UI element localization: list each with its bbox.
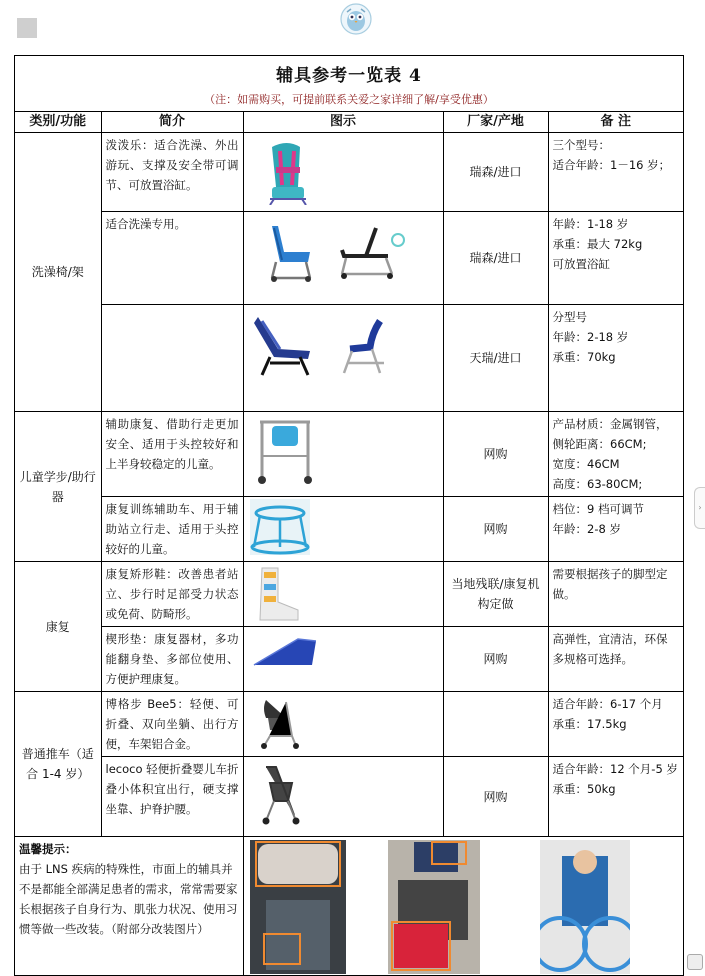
category-walker: 儿童学步/助行器 [15, 412, 101, 562]
row-remarks [548, 627, 683, 692]
sheet-title: 辅具参考一览表 4 [276, 66, 422, 86]
header-row [15, 112, 683, 133]
row-intro: 泼泼乐：适合洗澡、外出游玩、支撑及安全带可调节、可放置浴缸。 [101, 133, 243, 212]
recline-bath-chair-image [250, 313, 314, 379]
row-intro: 适合洗澡专用。 [101, 212, 243, 305]
row-intro: 康复矫形鞋：改善患者站立、步行时足部受力状态或免荷、防畸形。 [101, 562, 243, 627]
row-image [243, 212, 443, 305]
table-row [15, 692, 683, 757]
row-intro: lecoco 轻便折叠婴儿车折叠小体积宜出行，硬支撑坐靠、护脊护腰。 [101, 757, 243, 837]
assistive-device-sheet [14, 55, 684, 976]
remark-line: 高弹性，宜清洁，环保 [552, 632, 668, 646]
lecoco-stroller-image [256, 763, 306, 827]
owl-logo-icon [339, 2, 373, 36]
tray-mod-photo [388, 840, 480, 974]
col-maker: 厂家/产地 [443, 112, 548, 133]
category-rehab: 康复 [15, 562, 101, 692]
remark-line: 适合年龄：6-17 个月 [552, 697, 663, 711]
bath-seat-image [262, 139, 312, 205]
tips-cell [15, 837, 243, 976]
corner-toggle-icon[interactable] [687, 954, 703, 970]
row-intro: 楔形垫：康复器材，多功能翻身垫、多部位使用、方便护理康复。 [101, 627, 243, 692]
remark-line: 分型号 [552, 310, 587, 324]
remark-line: 承重：50kg [552, 782, 616, 796]
row-maker [443, 692, 548, 757]
remark-line: 承重：17.5kg [552, 717, 627, 731]
category-bath-chair: 洗澡椅/架 [15, 133, 101, 412]
table-row [15, 562, 683, 627]
table-row [15, 305, 683, 412]
bee5-stroller-image [256, 696, 304, 750]
row-maker: 瑞森/进口 [443, 133, 548, 212]
row-intro: 辅助康复、借助行走更加安全、适用于头控较好和上半身较稳定的儿童。 [101, 412, 243, 497]
bath-chair-blue-image [258, 222, 318, 284]
row-intro [101, 305, 243, 412]
row-image [243, 497, 443, 562]
remark-line: 适合年龄：1－16 岁； [552, 158, 671, 172]
table-row [15, 133, 683, 212]
row-image [243, 305, 443, 412]
remark-line: 可放置浴缸 [552, 257, 610, 271]
modification-photos [243, 837, 683, 976]
orthopedic-shoe-image [252, 566, 302, 622]
remark-line: 侧轮距离：66CM; [552, 437, 647, 451]
table-row [15, 497, 683, 562]
row-image [243, 757, 443, 837]
headrest-mod-photo [250, 840, 346, 974]
row-maker: 瑞森/进口 [443, 212, 548, 305]
baby-walker-image [250, 499, 310, 555]
row-remarks [548, 692, 683, 757]
row-image [243, 412, 443, 497]
tips-row [15, 837, 683, 976]
table-row [15, 757, 683, 837]
row-remarks [548, 562, 683, 627]
category-stroller: 普通推车（适合 1-4 岁） [15, 692, 101, 837]
remark-line: 承重：最大 72kg [552, 237, 643, 251]
row-remarks [548, 497, 683, 562]
device-table [15, 112, 683, 975]
wheelchair-mod-photo [540, 840, 630, 974]
purchase-note: （注：如需购买，可提前联系关爱之家详细了解/享受优惠） [204, 93, 494, 106]
remark-line: 需要根据孩子的脚型定做。 [552, 567, 668, 601]
row-remarks [548, 305, 683, 412]
gait-trainer-image [252, 416, 318, 486]
table-row [15, 212, 683, 305]
row-remarks [548, 212, 683, 305]
remark-line: 年龄：1-18 岁 [552, 217, 629, 231]
remark-line: 年龄：2-8 岁 [552, 522, 621, 536]
row-image [243, 133, 443, 212]
row-remarks [548, 133, 683, 212]
remark-line: 宽度：46CM [552, 457, 620, 471]
remark-line: 产品材质：金属钢管， [552, 417, 668, 431]
recline-chair-frame-image [340, 319, 402, 377]
remark-line: 适合年龄：12 个月-5 岁 [552, 762, 678, 776]
row-image [243, 562, 443, 627]
col-category: 类别/功能 [15, 112, 101, 133]
row-maker: 网购 [443, 627, 548, 692]
row-maker: 天瑞/进口 [443, 305, 548, 412]
row-intro: 博格步 Bee5：轻便、可折叠、双向坐躺、出行方便，车架铝合金。 [101, 692, 243, 757]
row-maker: 网购 [443, 497, 548, 562]
table-row [15, 627, 683, 692]
tips-body: 由于 LNS 疾病的特殊性，市面上的辅具并不是都能全部满足患者的需求，常常需要家长根据孩子自身行为、肌张力状况、使用习惯等做一些改装。（附部分改装图片） [19, 862, 238, 936]
grey-square-marker [17, 18, 37, 38]
row-maker: 当地残联/康复机构定做 [443, 562, 548, 627]
remark-line: 档位：9 档可调节 [552, 502, 644, 516]
side-scroll-tab[interactable]: › [694, 487, 705, 529]
table-row [15, 412, 683, 497]
bath-chair-frame-image [336, 226, 406, 282]
remark-line: 三个型号： [552, 138, 610, 152]
sheet-header [15, 56, 683, 112]
row-maker: 网购 [443, 757, 548, 837]
row-image [243, 627, 443, 692]
col-intro: 简介 [101, 112, 243, 133]
row-remarks [548, 412, 683, 497]
tips-title: 温馨提示： [19, 842, 77, 856]
row-remarks [548, 757, 683, 837]
remark-line: 年龄：2-18 岁 [552, 330, 629, 344]
row-maker: 网购 [443, 412, 548, 497]
col-remarks: 备 注 [548, 112, 683, 133]
col-image: 图示 [243, 112, 443, 133]
remark-line: 多规格可选择。 [552, 652, 633, 666]
remark-line: 承重：70kg [552, 350, 616, 364]
row-image [243, 692, 443, 757]
remark-line: 高度：63-80CM; [552, 477, 643, 491]
row-intro: 康复训练辅助车、用于辅助站立行走、适用于头控较好的儿童。 [101, 497, 243, 562]
wedge-cushion-image [250, 635, 320, 671]
